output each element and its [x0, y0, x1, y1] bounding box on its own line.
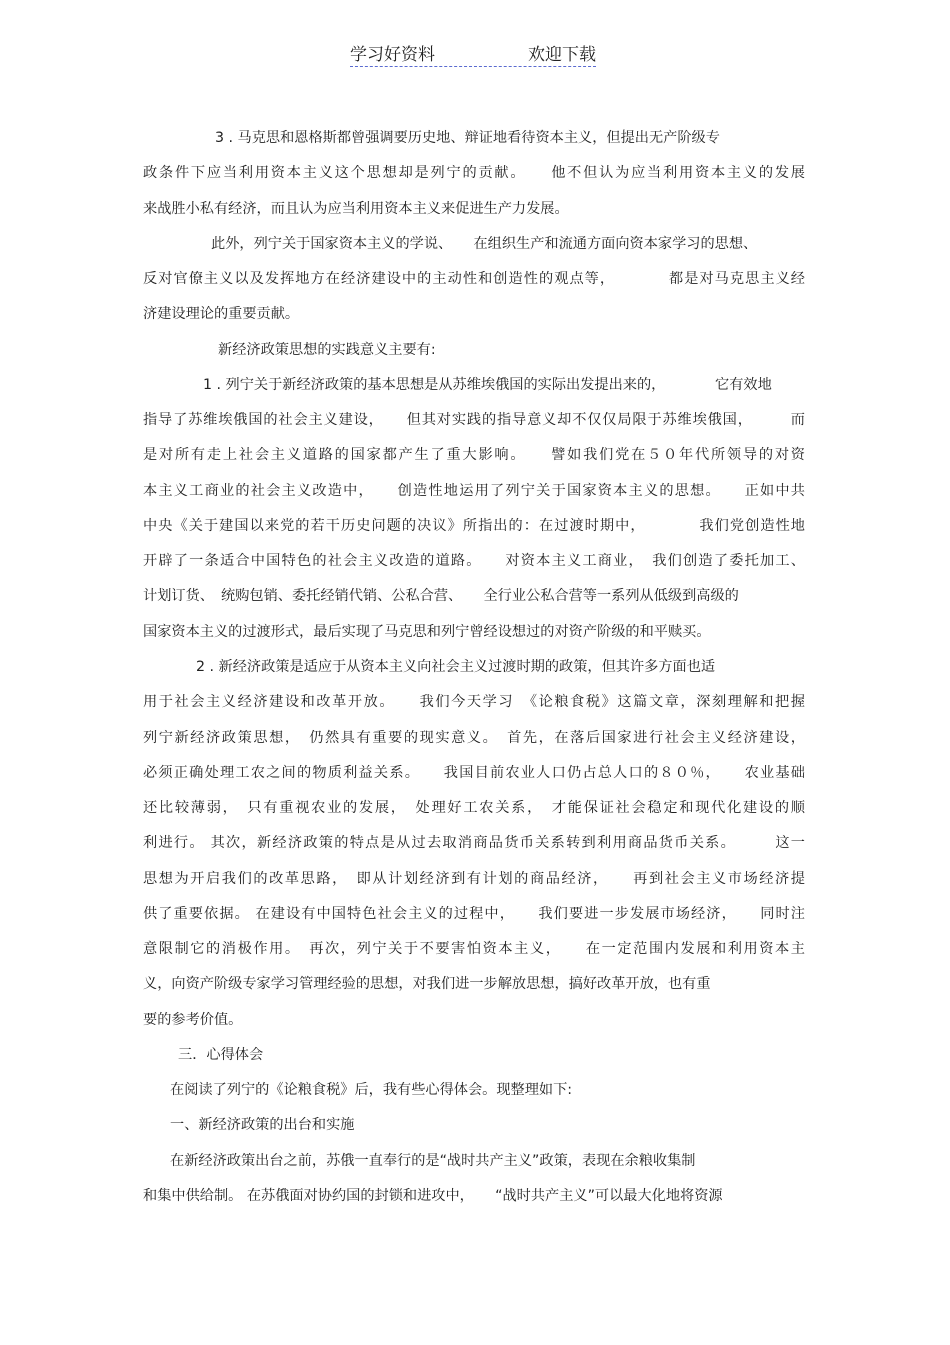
paragraph-line: 义，向资产阶级专家学习管理经验的思想，对我们进一步解放思想，搞好改革开放，也有重	[143, 976, 711, 992]
paragraph-line: 政条件下应当利用资本主义这个思想却是列宁的贡献。 他不但认为应当利用资本主义的发展	[143, 165, 805, 181]
paragraph-line: 还比较薄弱， 只有重视农业的发展， 处理好工农关系， 才能保证社会稳定和现代化建设的顺	[143, 800, 805, 816]
paragraph-line: 1 . 列宁关于新经济政策的基本思想是从苏维埃俄国的实际出发提出来的， 它有效地	[203, 377, 772, 393]
paragraph-line: 3 . 马克思和恩格斯都曾强调要历史地、辩证地看待资本主义，但提出无产阶级专	[215, 130, 720, 146]
paragraph-line: 意限制它的消极作用。 再次，列宁关于不要害怕资本主义， 在一定范围内发展和利用资本主	[143, 941, 805, 957]
paragraph-line: 国家资本主义的过渡形式，最后实现了马克思和列宁曾经设想过的对资产阶级的和平赎买。	[143, 624, 711, 640]
header-right-text: 欢迎下载	[528, 45, 596, 65]
paragraph-line: 此外，列宁关于国家资本主义的学说、 在组织生产和流通方面向资本家学习的思想、	[211, 236, 758, 252]
paragraph-line: 中央《关于建国以来党的若干历史问题的决议》所指出的：在过渡时期中， 我们党创造性地	[143, 518, 805, 534]
paragraph-line: 反对官僚主义以及发挥地方在经济建设中的主动性和创造性的观点等， 都是对马克思主义经	[143, 271, 805, 287]
paragraph-line: 济建设理论的重要贡献。	[143, 306, 300, 322]
header-left-text: 学习好资料	[350, 45, 435, 65]
paragraph-line: 在阅读了列宁的《论粮食税》后，我有些心得体会。现整理如下:	[170, 1082, 573, 1098]
paragraph-line: 开辟了一条适合中国特色的社会主义改造的道路。 对资本主义工商业， 我们创造了委托加工、	[143, 553, 805, 569]
paragraph-line: 来战胜小私有经济，而且认为应当利用资本主义来促进生产力发展。	[143, 201, 569, 217]
paragraph-line: 和集中供给制。 在苏俄面对协约国的封锁和进攻中， “战时共产主义”可以最大化地将资源	[143, 1188, 723, 1204]
paragraph-line: 计划订货、 统购包销、委托经销代销、公私合营、 全行业公私合营等一系列从低级到高级的	[143, 588, 739, 604]
paragraph-line: 是对所有走上社会主义道路的国家都产生了重大影响。 譬如我们党在５０年代所领导的对资	[143, 447, 805, 463]
paragraph-line: 思想为开启我们的改革思路， 即从计划经济到有计划的商品经济， 再到社会主义市场经济提	[143, 871, 805, 887]
paragraph-line: 列宁新经济政策思想， 仍然具有重要的现实意义。 首先，在落后国家进行社会主义经济建设，	[143, 730, 805, 746]
paragraph-line: 指导了苏维埃俄国的社会主义建设， 但其对实践的指导意义却不仅仅局限于苏维埃俄国， 而	[143, 412, 805, 428]
paragraph-line: 在新经济政策出台之前，苏俄一直奉行的是“战时共产主义”政策，表现在余粮收集制	[170, 1153, 696, 1169]
paragraph-line: 要的参考价值。	[143, 1012, 243, 1028]
sub-heading: 一、新经济政策的出台和实施	[170, 1117, 355, 1133]
section-heading: 三．心得体会	[178, 1047, 264, 1063]
paragraph-line: 利进行。 其次，新经济政策的特点是从过去取消商品货币关系转到利用商品货币关系。 这一	[143, 835, 805, 851]
paragraph-line: 供了重要依据。 在建设有中国特色社会主义的过程中， 我们要进一步发展市场经济， 同时注	[143, 906, 805, 922]
paragraph-line: 2 . 新经济政策是适应于从资本主义向社会主义过渡时期的政策，但其许多方面也适	[196, 659, 716, 675]
paragraph-line: 用于社会主义经济建设和改革开放。 我们今天学习 《论粮食税》这篇文章，深刻理解和把握	[143, 694, 805, 710]
paragraph-line: 新经济政策思想的实践意义主要有:	[218, 342, 436, 358]
paragraph-line: 必须正确处理工农之间的物质利益关系。 我国目前农业人口仍占总人口的８０％， 农业基础	[143, 765, 805, 781]
paragraph-line: 本主义工商业的社会主义改造中， 创造性地运用了列宁关于国家资本主义的思想。 正如中共	[143, 483, 805, 499]
